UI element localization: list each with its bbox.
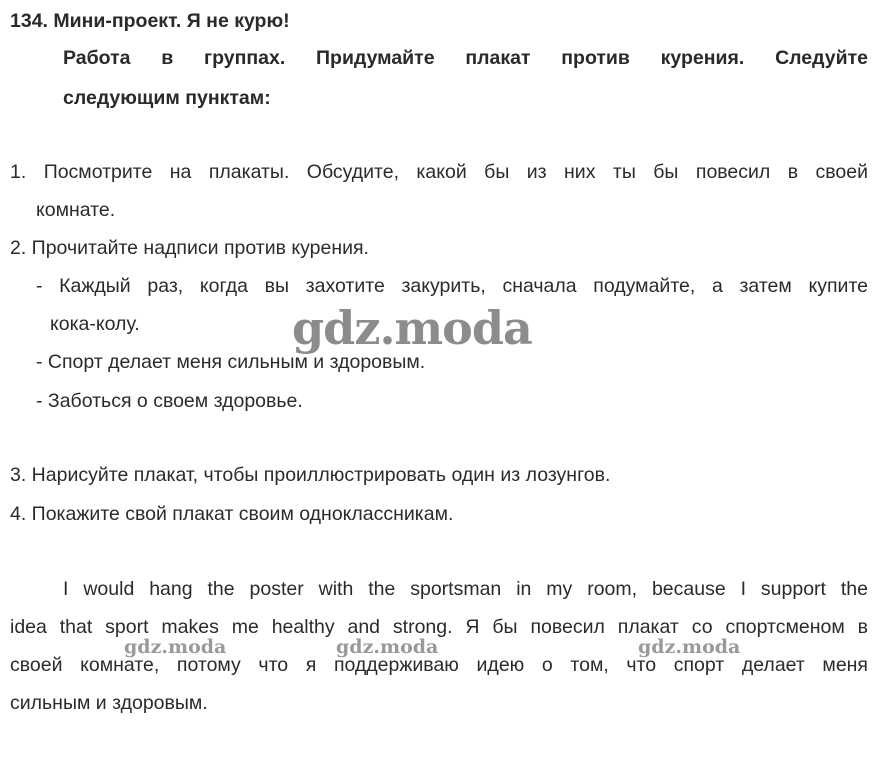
watermark-small-1: gdz.moda	[124, 636, 227, 658]
slogan-3: - Заботься о своем здоровье.	[36, 390, 303, 412]
slogan-1-line-2: кока-колу.	[50, 313, 140, 335]
task-instruction-line-1: Работа в группах. Придумайте плакат против курения. Следуйте	[63, 47, 868, 69]
exercise-title: 134. Мини-проект. Я не курю!	[10, 10, 290, 32]
answer-line-3: своей комнате, потому что я поддерживаю идею о том, что спорт делает меня	[10, 654, 868, 676]
answer-line-4: сильным и здоровым.	[10, 692, 208, 714]
slogan-2: - Спорт делает меня сильным и здоровым.	[36, 351, 426, 373]
slogan-1-line-1: - Каждый раз, когда вы захотите закурить, сначала подумайте, а затем купите	[36, 275, 868, 297]
step-1-line-1: 1. Посмотрите на плакаты. Обсудите, какой бы из них ты бы повесил в своей	[10, 161, 868, 183]
watermark-small-2: gdz.moda	[336, 636, 439, 658]
step-2: 2. Прочитайте надписи против курения.	[10, 237, 369, 259]
watermark-main: gdz.moda	[292, 301, 532, 355]
step-1-line-2: комнате.	[36, 199, 116, 221]
watermark-small-3: gdz.moda	[638, 636, 741, 658]
step-3: 3. Нарисуйте плакат, чтобы проиллюстрировать один из лозунгов.	[10, 464, 611, 486]
answer-line-1: I would hang the poster with the sportsman in my room, because I support the	[63, 578, 868, 600]
step-4: 4. Покажите свой плакат своим одноклассникам.	[10, 503, 454, 525]
answer-line-2: idea that sport makes me healthy and strong. Я бы повесил плакат со спортсменом в	[10, 616, 868, 638]
task-instruction-line-2: следующим пунктам:	[63, 87, 271, 109]
